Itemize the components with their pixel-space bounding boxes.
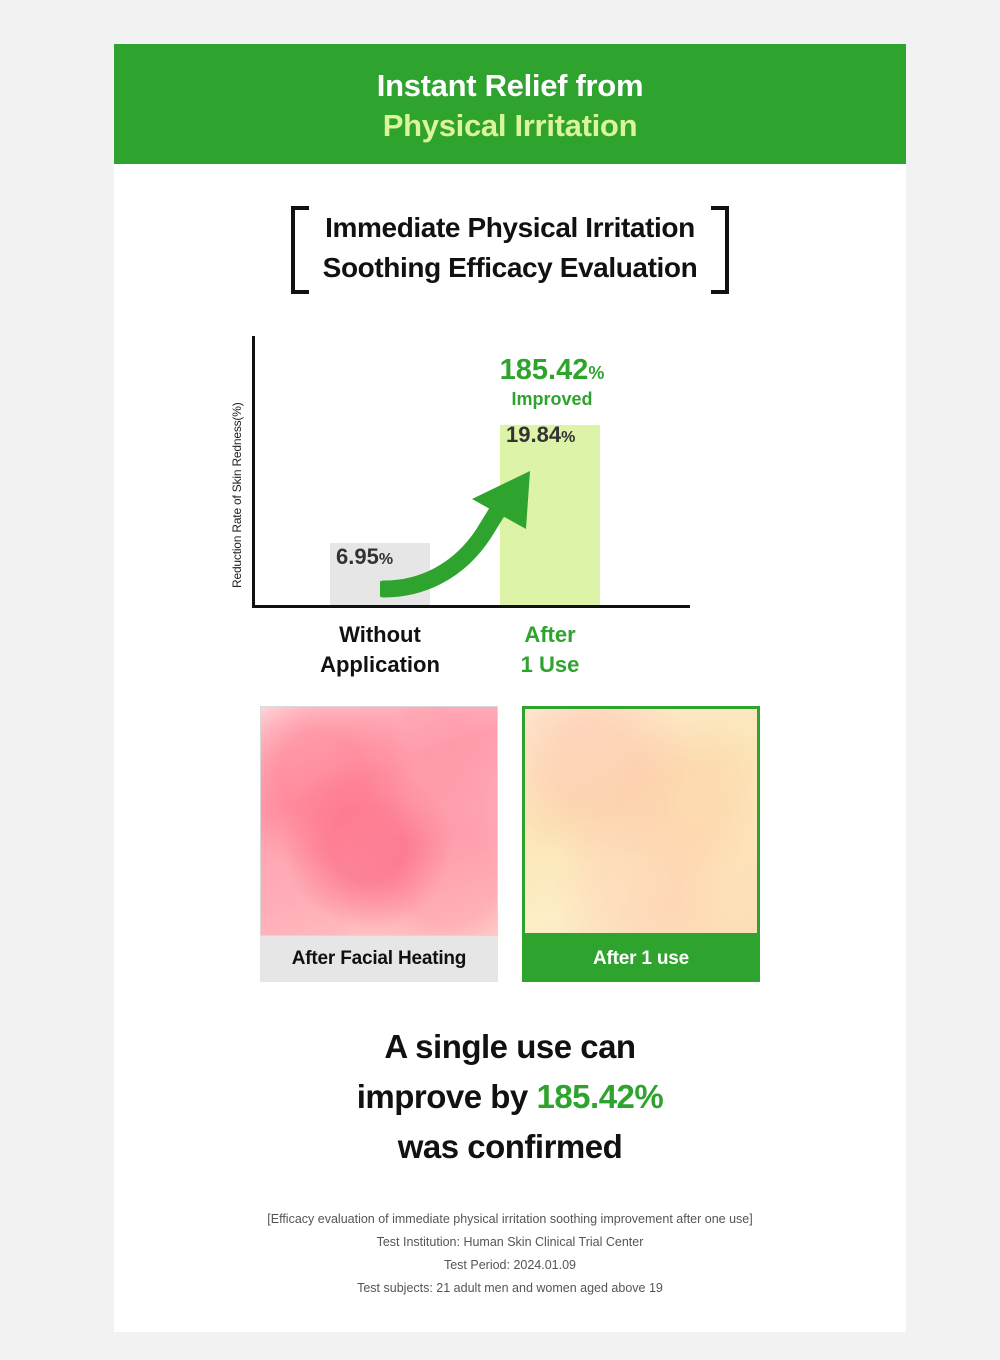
comparison-photos xyxy=(260,706,760,982)
skin-photo-after xyxy=(522,706,760,936)
conclusion-line2 xyxy=(114,1072,906,1122)
x-label-after-one-use xyxy=(480,620,620,680)
improvement-arrow-icon xyxy=(380,463,580,603)
header-banner xyxy=(114,44,906,164)
skin-photo-before xyxy=(260,706,498,936)
footnotes xyxy=(114,1208,906,1300)
x-label-after-line2: 1 Use xyxy=(520,652,580,677)
footnote-line-4: Test subjects: 21 adult men and women aged above 19 xyxy=(357,1281,663,1295)
bar-value-after-number: 19.84 xyxy=(506,422,562,447)
bar-value-after-unit: % xyxy=(561,429,576,446)
bracket-right-icon xyxy=(711,206,729,294)
photo-block-after xyxy=(522,706,760,982)
section-title-line1: Immediate Physical Irritation xyxy=(325,212,695,243)
bar-value-after-one-use xyxy=(506,422,575,448)
improvement-value xyxy=(482,354,622,387)
chart-y-axis-line xyxy=(252,336,255,608)
bracket-left-icon xyxy=(291,206,309,294)
conclusion-line3: was confirmed xyxy=(397,1128,623,1165)
improvement-label: Improved xyxy=(511,389,593,409)
conclusion-text xyxy=(114,1022,906,1172)
header-title-line1: Instant Relief from xyxy=(376,68,644,103)
conclusion-line2-highlight: 185.42% xyxy=(536,1078,664,1115)
improvement-annotation xyxy=(482,354,622,410)
x-label-without-application xyxy=(290,620,470,680)
conclusion-line1: A single use can xyxy=(384,1028,636,1065)
improvement-unit: % xyxy=(588,363,605,383)
x-label-after-line1: After xyxy=(524,622,576,647)
x-label-without-line1: Without xyxy=(339,622,421,647)
footnote-line-3: Test Period: 2024.01.09 xyxy=(443,1258,577,1272)
section-title xyxy=(114,206,906,294)
footnote-line-2: Test Institution: Human Skin Clinical Trial Center xyxy=(376,1235,644,1249)
chart-x-axis-line xyxy=(252,605,690,608)
section-title-line2: Soothing Efficacy Evaluation xyxy=(322,252,698,283)
photo-block-before xyxy=(260,706,498,982)
improvement-number: 185.42 xyxy=(499,354,589,386)
infographic-card xyxy=(114,44,906,1332)
chart-y-axis-label: Reduction Rate of Skin Redness(%) xyxy=(230,402,244,588)
header-title-line2: Physical Irritation xyxy=(382,108,638,143)
bar-chart xyxy=(230,328,790,688)
footnote-line-1: [Efficacy evaluation of immediate physical irritation soothing improvement after one use] xyxy=(267,1212,753,1226)
bar-value-without-number: 6.95 xyxy=(336,544,379,569)
conclusion-line2-prefix: improve by xyxy=(356,1078,537,1115)
x-label-without-line2: Application xyxy=(320,652,440,677)
section-title-text xyxy=(309,206,712,294)
bar-value-without-unit: % xyxy=(378,551,394,568)
photo-caption-after: After 1 use xyxy=(522,936,760,982)
photo-caption-before: After Facial Heating xyxy=(260,936,498,982)
